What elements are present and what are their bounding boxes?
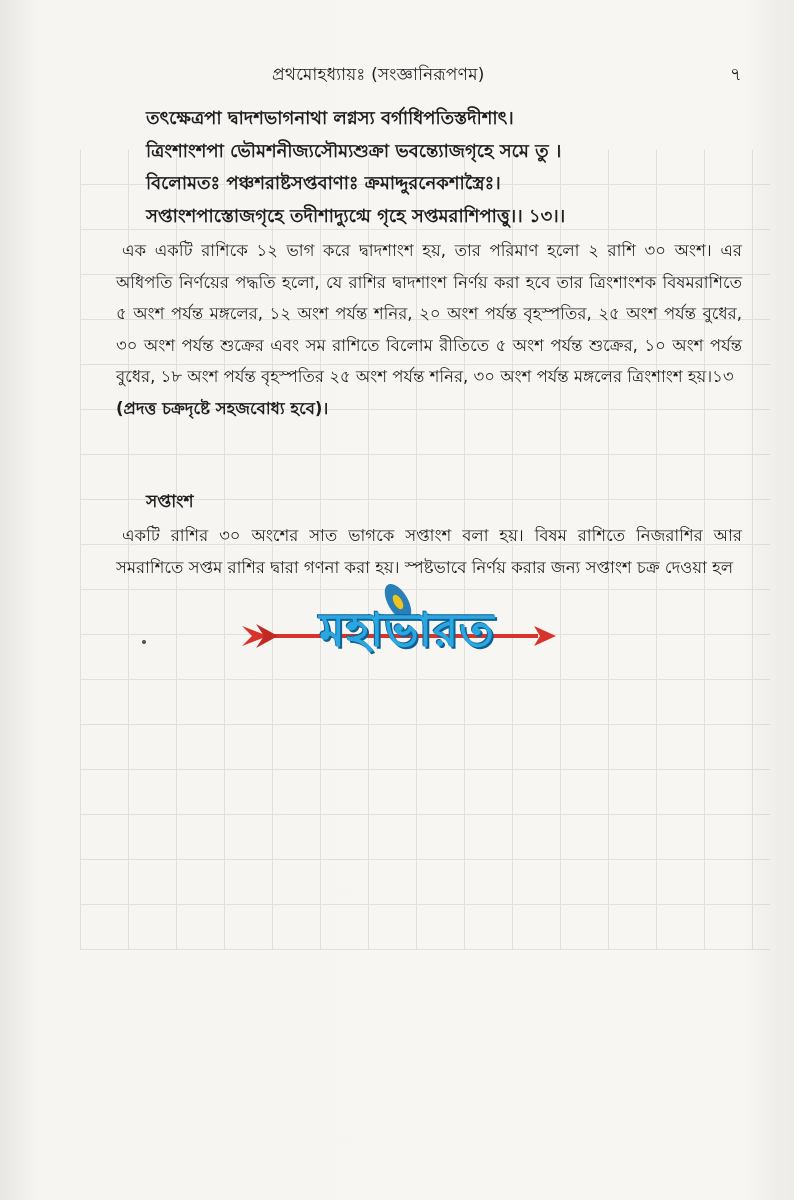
verse-line: তৎক্ষেত্রপা দ্বাদশভাগনাথা লগ্নস্য বর্গাধিপতিস্তদীশাৎ। xyxy=(146,108,514,129)
ink-speck xyxy=(142,640,146,644)
page-number: ৭ xyxy=(730,64,742,85)
mahabharat-watermark-logo xyxy=(238,580,560,680)
saptamsha-paragraph xyxy=(116,520,742,583)
watermark-text: মহাভারত xyxy=(319,603,495,657)
verse-line: ত্রিংশাংশপা ভৌমশনীজ্যসৌম্যশুক্রা ভবন্ত্যোজগৃহে সমে তু । xyxy=(146,140,562,162)
section-heading: সপ্তাংশ xyxy=(146,492,194,512)
paragraph-note: (প্রদত্ত চক্রদৃষ্টে সহজবোধ্য হবে)। xyxy=(116,398,329,418)
verse-line: সপ্তাংশপাস্তোজগৃহে তদীশাদ্যুগ্মে গৃহে সপ্তমরাশিপাত্তু।। ১৩।। xyxy=(146,205,566,227)
paragraph-text: এক একটি রাশিকে ১২ ভাগ করে দ্বাদশাংশ হয়, তার পরিমাণ হলো ২ রাশি ৩০ অংশ। এর অধিপতি নির্ণয়ের পদ্ধতি হলো, যে রাশির দ্বাদশাংশ নির্ণয় করা হবে তার ত্রিংশাংশক বিষমরাশিতে ৫ অংশ পর্যন্ত মঙ্গলের, ১২ অংশ পর্যন্ত শনির, ২০ অংশ পর্যন্ত বৃহস্পতির, ২৫ অংশ পর্যন্ত বুধের, ৩০ অংশ পর্যন্ত শুক্রের এবং সম রাশিতে বিলোম রীতিতে ৫ অংশ পর্যন্ত শুক্রের, ১০ অংশ পর্যন্ত বুধের, ১৮ অংশ পর্যন্ত বৃহস্পতির ২৫ অংশ পর্যন্ত শনির, ৩০ অংশ পর্যন্ত মঙ্গলের ত্রিংশাংশ হয়।১৩ xyxy=(116,241,742,386)
sanskrit-verse xyxy=(146,103,766,233)
verse-line: বিলোমতঃ পঞ্চশরাষ্টসপ্তবাণাঃ ক্রমাদ্দুরনেকশাস্ত্রৈঃ। xyxy=(146,173,501,194)
page-header xyxy=(0,62,794,88)
explanation-paragraph xyxy=(116,235,742,424)
paragraph-text: একটি রাশির ৩০ অংশের সাত ভাগকে সপ্তাংশ বলা হয়। বিষম রাশিতে নিজরাশির আর সমরাশিতে সপ্তম রাশির দ্বারা গণনা করা হয়। স্পষ্টভাবে নির্ণয় করার জন্য সপ্তাংশ চক্র দেওয়া হল xyxy=(116,526,742,577)
chapter-title: প্রথমোহধ্যায়ঃ (সংজ্ঞানিরূপণম) xyxy=(272,65,485,85)
